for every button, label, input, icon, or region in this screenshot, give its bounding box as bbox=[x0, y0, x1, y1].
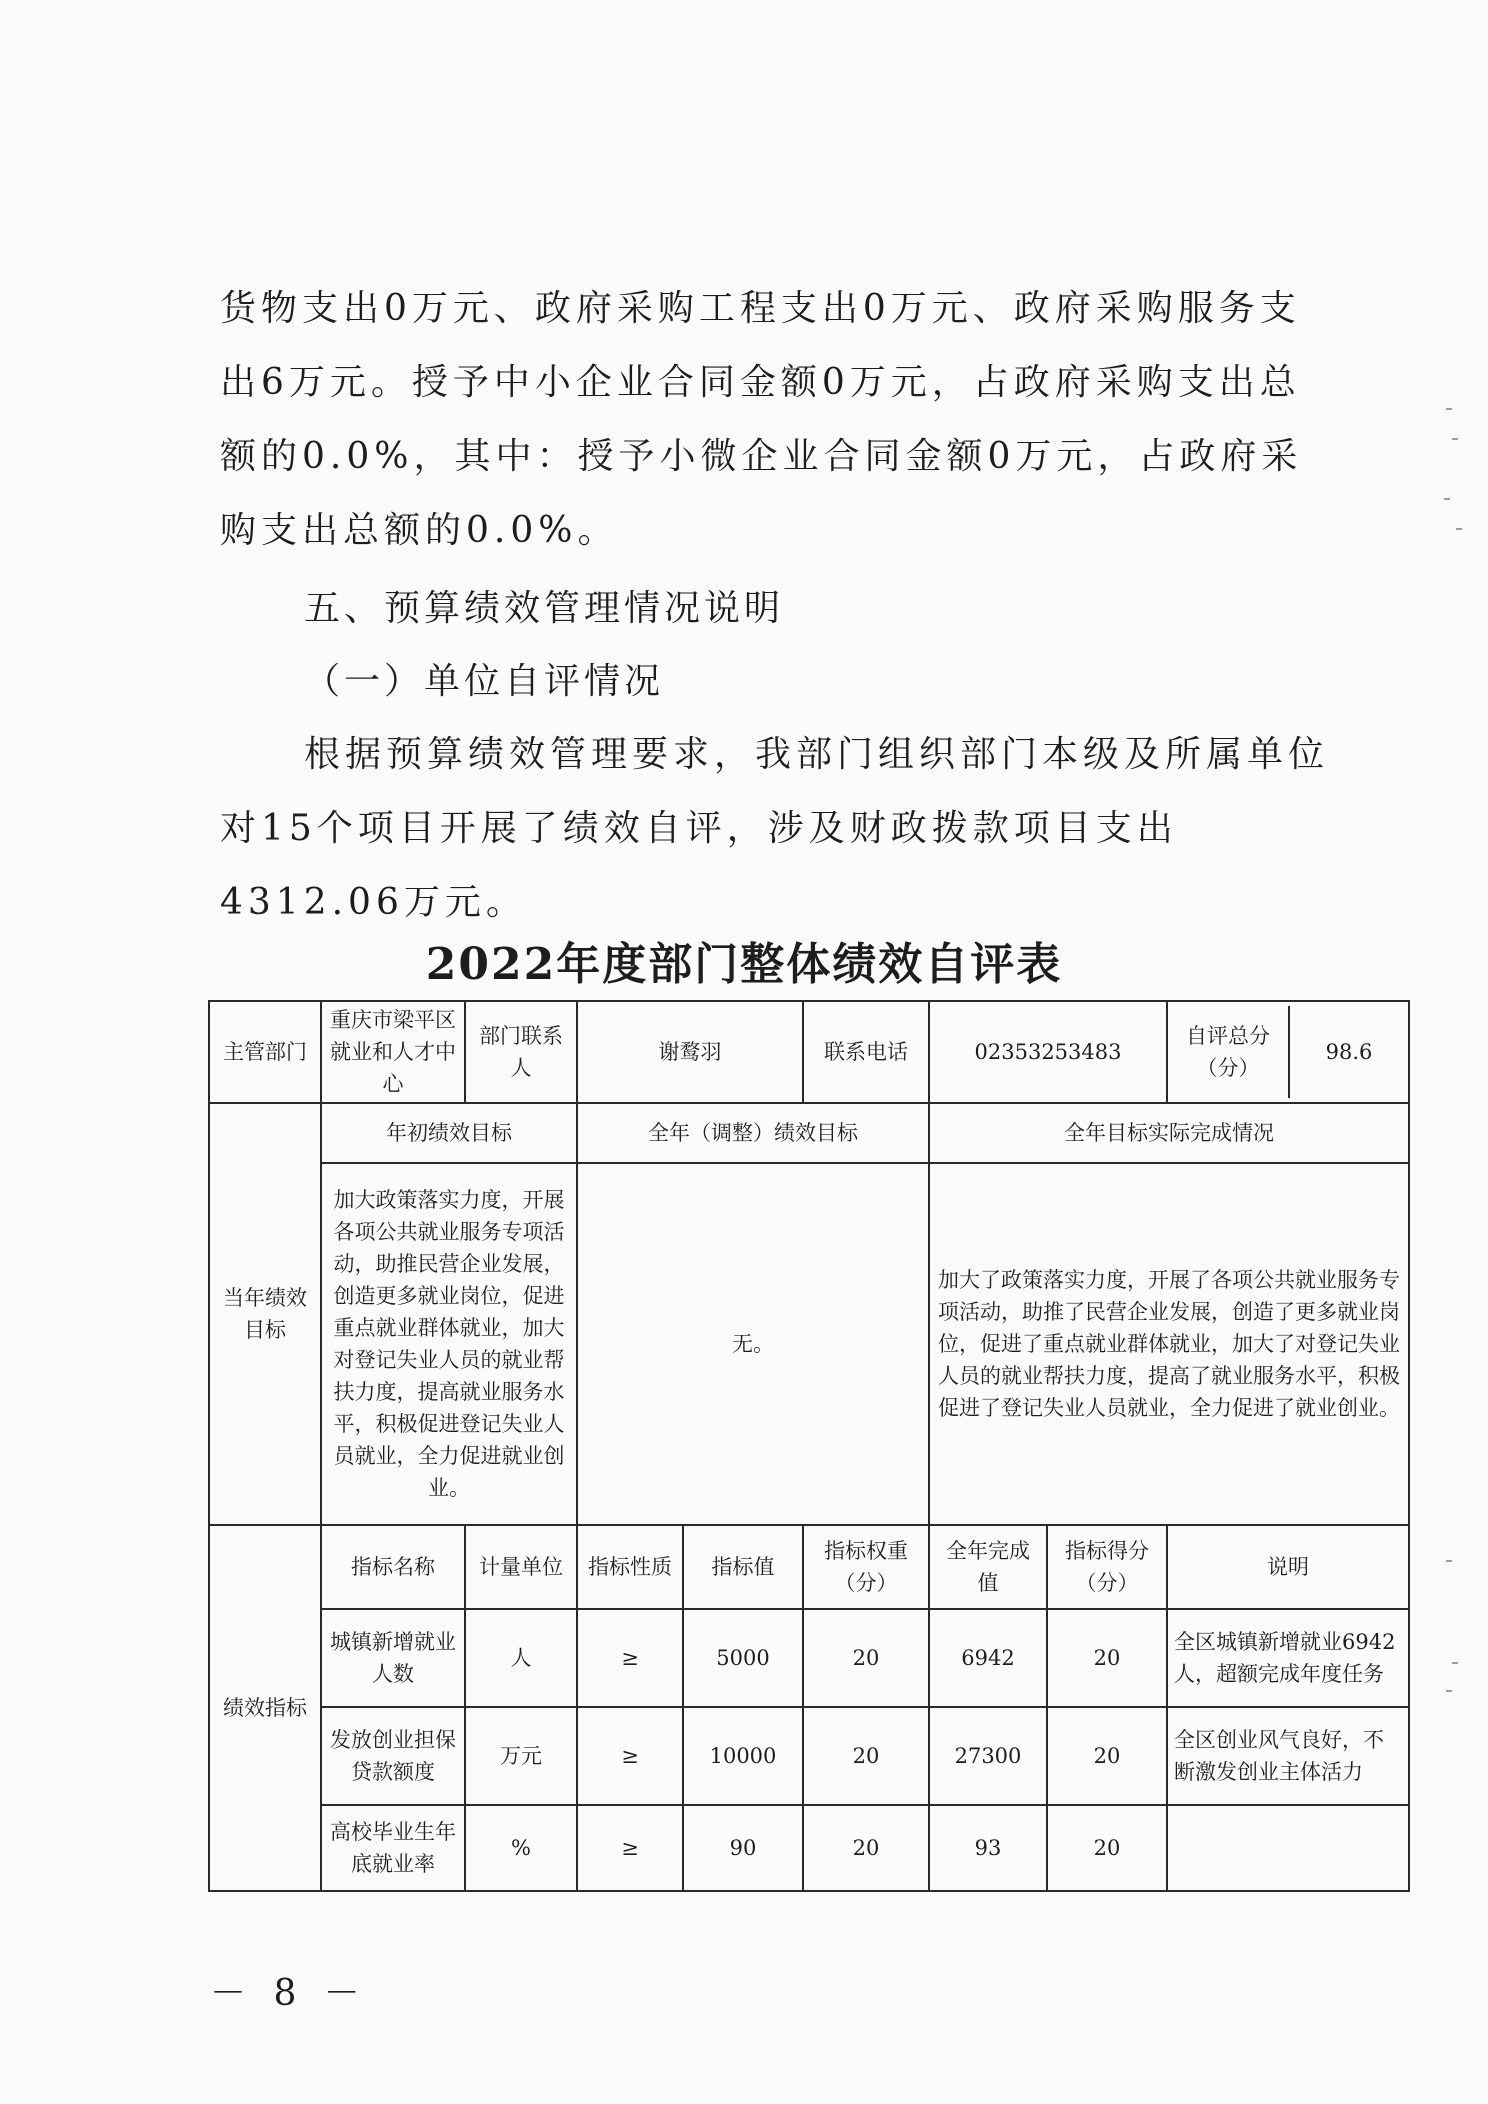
indicator-header-row bbox=[209, 1525, 1409, 1609]
scan-speck bbox=[1446, 1560, 1452, 1562]
dept-value: 重庆市梁平区就业和人才中心 bbox=[321, 1001, 465, 1103]
indicator-col-value: 指标值 bbox=[683, 1525, 803, 1609]
scan-speck bbox=[1452, 438, 1458, 440]
indicator-value: 90 bbox=[683, 1805, 803, 1891]
indicator-actual: 27300 bbox=[929, 1707, 1047, 1805]
scan-speck bbox=[1446, 1690, 1452, 1692]
goals-col-actual: 全年目标实际完成情况 bbox=[929, 1103, 1409, 1163]
paragraph-self-evaluation bbox=[220, 718, 1340, 940]
indicator-col-weight: 指标权重（分） bbox=[803, 1525, 929, 1609]
indicator-col-actual: 全年完成值 bbox=[929, 1525, 1047, 1609]
indicator-name: 城镇新增就业人数 bbox=[321, 1609, 465, 1707]
contact-label: 部门联系人 bbox=[465, 1001, 577, 1103]
indicator-weight: 20 bbox=[803, 1805, 929, 1891]
indicator-col-score: 指标得分（分） bbox=[1047, 1525, 1167, 1609]
scan-speck bbox=[1452, 1662, 1458, 1664]
header-row bbox=[209, 1001, 1409, 1103]
goals-col-initial: 年初绩效目标 bbox=[321, 1103, 577, 1163]
indicator-value: 5000 bbox=[683, 1609, 803, 1707]
indicator-name: 发放创业担保贷款额度 bbox=[321, 1707, 465, 1805]
indicator-nature: ≥ bbox=[577, 1609, 683, 1707]
phone-label: 联系电话 bbox=[803, 1001, 929, 1103]
indicator-name: 高校毕业生年底就业率 bbox=[321, 1805, 465, 1891]
goals-header-row bbox=[209, 1103, 1409, 1163]
goals-initial-text: 加大政策落实力度，开展各项公共就业服务专项活动，助推民营企业发展，创造更多就业岗位，促进重点就业群体就业，加大对登记失业人员的就业帮扶力度，提高就业服务水平，积极促进登记失业人员就业，全力促进就业创业。 bbox=[321, 1163, 577, 1525]
indicator-col-nature: 指标性质 bbox=[577, 1525, 683, 1609]
table-title: 2022年度部门整体绩效自评表 bbox=[425, 939, 1063, 990]
goals-content-row bbox=[209, 1163, 1409, 1525]
page-number: － 8 － bbox=[210, 1973, 368, 2014]
scan-speck bbox=[1444, 498, 1450, 500]
indicator-note bbox=[1167, 1805, 1409, 1891]
indicator-col-name: 指标名称 bbox=[321, 1525, 465, 1609]
indicator-nature: ≥ bbox=[577, 1707, 683, 1805]
indicator-value: 10000 bbox=[683, 1707, 803, 1805]
table-row bbox=[209, 1707, 1409, 1805]
table-row bbox=[209, 1609, 1409, 1707]
section-heading: 五、预算绩效管理情况说明 bbox=[304, 588, 785, 629]
indicator-weight: 20 bbox=[803, 1707, 929, 1805]
indicator-note: 全区创业风气良好，不断激发创业主体活力 bbox=[1167, 1707, 1409, 1805]
indicator-unit: 万元 bbox=[465, 1707, 577, 1805]
indicator-actual: 93 bbox=[929, 1805, 1047, 1891]
goals-row-label: 当年绩效目标 bbox=[209, 1103, 321, 1525]
paragraph-procurement bbox=[220, 272, 1340, 568]
indicators-row-label: 绩效指标 bbox=[209, 1525, 321, 1891]
scan-speck bbox=[1456, 528, 1462, 530]
score-value: 98.6 bbox=[1325, 1040, 1373, 1064]
indicator-unit: % bbox=[465, 1805, 577, 1891]
score-label: 自评总分（分） bbox=[1168, 1006, 1290, 1098]
goals-adjusted-text: 无。 bbox=[577, 1163, 929, 1525]
scan-speck bbox=[1446, 408, 1452, 410]
performance-table bbox=[208, 1000, 1410, 1892]
indicator-weight: 20 bbox=[803, 1609, 929, 1707]
paragraph-self-evaluation-text: 根据预算绩效管理要求，我部门组织部门本级及所属单位对15个项目开展了绩效自评，涉及财政拨款项目支出4312.06万元。 bbox=[220, 734, 1330, 923]
goals-actual-text: 加大了政策落实力度，开展了各项公共就业服务专项活动，助推了民营企业发展，创造了更多就业岗位，促进了重点就业群体就业，加大了对登记失业人员的就业帮扶力度，提高了就业服务水平，积极促进了登记失业人员就业，全力促进了就业创业。 bbox=[929, 1163, 1409, 1525]
indicator-col-unit: 计量单位 bbox=[465, 1525, 577, 1609]
indicator-col-note: 说明 bbox=[1167, 1525, 1409, 1609]
indicator-score: 20 bbox=[1047, 1805, 1167, 1891]
indicator-unit: 人 bbox=[465, 1609, 577, 1707]
indicator-score: 20 bbox=[1047, 1609, 1167, 1707]
goals-col-adjusted: 全年（调整）绩效目标 bbox=[577, 1103, 929, 1163]
indicator-actual: 6942 bbox=[929, 1609, 1047, 1707]
phone-value: 02353253483 bbox=[929, 1001, 1167, 1103]
indicator-score: 20 bbox=[1047, 1707, 1167, 1805]
paragraph-procurement-text: 货物支出0万元、政府采购工程支出0万元、政府采购服务支出6万元。授予中小企业合同金额0万元，占政府采购支出总额的0.0%，其中：授予小微企业合同金额0万元，占政府采购支出总额的0.0%。 bbox=[220, 288, 1303, 551]
indicator-note: 全区城镇新增就业6942人，超额完成年度任务 bbox=[1167, 1609, 1409, 1707]
dept-label: 主管部门 bbox=[209, 1001, 321, 1103]
sub-heading: （一）单位自评情况 bbox=[304, 661, 665, 702]
indicator-nature: ≥ bbox=[577, 1805, 683, 1891]
table-row bbox=[209, 1805, 1409, 1891]
contact-value: 谢鹜羽 bbox=[577, 1001, 803, 1103]
score-cell bbox=[1167, 1001, 1409, 1103]
